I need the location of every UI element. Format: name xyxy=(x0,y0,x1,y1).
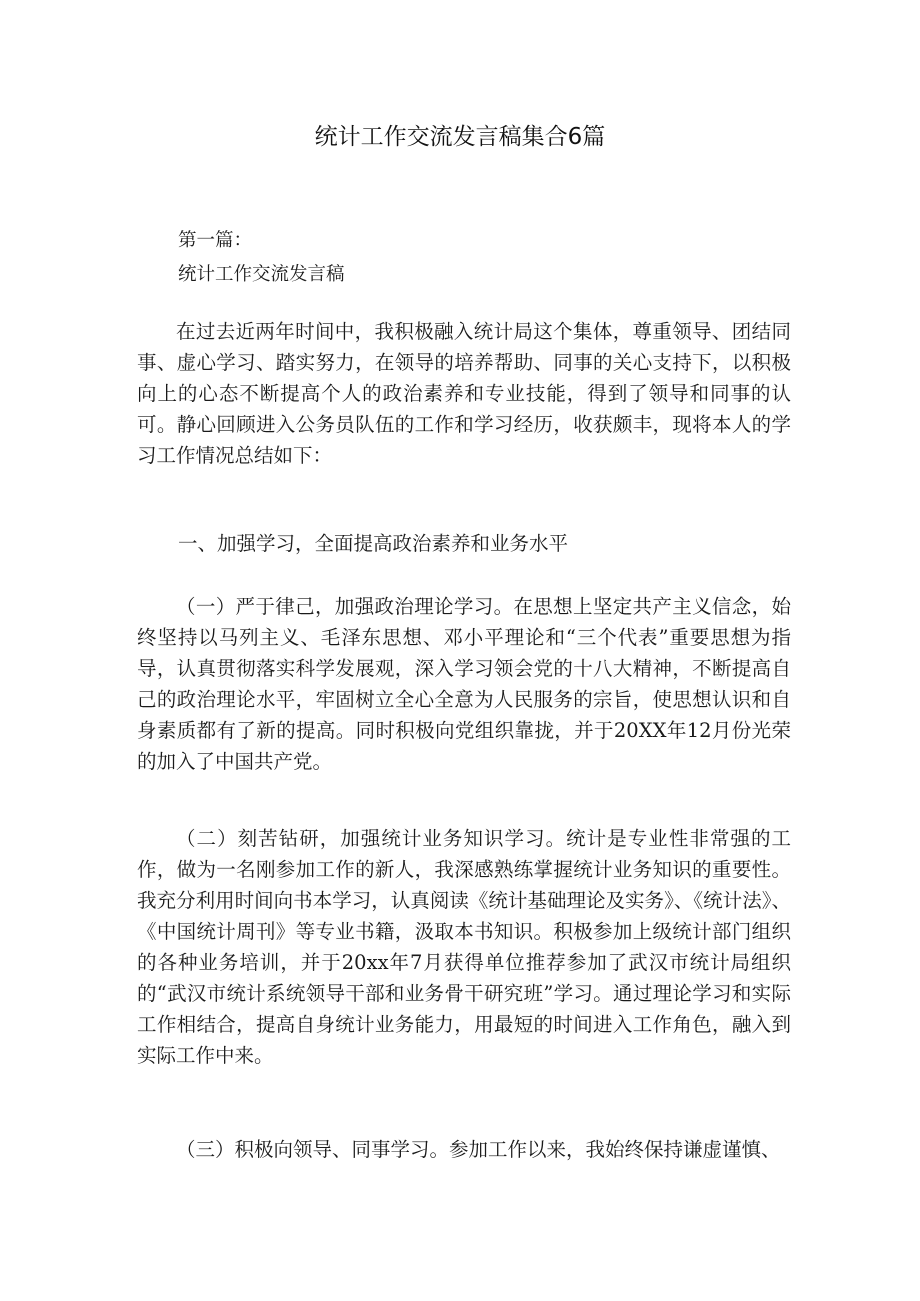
paragraph-1: （一）严于律己，加强政治理论学习。在思想上坚定共产主义信念，始终坚持以马列主义、毛泽东思想、邓小平理论和“三个代表”重要思想为指导，认真贯彻落实科学发展观，深入学习领会党的十八大精神，不断提高自己的政治理论水平，牢固树立全心全意为人民服务的宗旨，使思想认识和自身素质都有了新的提高。同时积极向党组织靠拢，并于20XX年12月份光荣的加入了中国共产党。 xyxy=(137,595,791,773)
part-label: 第一篇： xyxy=(178,230,253,251)
paragraph-3-block xyxy=(137,1134,791,1165)
paragraph-2-block xyxy=(137,823,791,1071)
intro-paragraph-block xyxy=(137,316,791,471)
intro-paragraph: 在过去近两年时间中，我积极融入统计局这个集体，尊重领导、团结同事、虚心学习、踏实努力，在领导的培养帮助、同事的关心支持下，以积极向上的心态不断提高个人的政治素养和专业技能，得到了领导和同事的认可。静心回顾进入公务员队伍的工作和学习经历，收获颇丰，现将本人的学习工作情况总结如下： xyxy=(137,320,791,467)
part-subtitle: 统计工作交流发言稿 xyxy=(178,264,345,285)
document-title: 统计工作交流发言稿集合6篇 xyxy=(314,124,606,150)
section-heading: 一、加强学习，全面提高政治素养和业务水平 xyxy=(178,532,569,555)
paragraph-2: （二）刻苦钻研，加强统计业务知识学习。统计是专业性非常强的工作，做为一名刚参加工作的新人，我深感熟练掌握统计业务知识的重要性。我充分利用时间向书本学习，认真阅读《统计基础理论及实务》、《统计法》、《中国统计周刊》等专业书籍，汲取本书知识。积极参加上级统计部门组织的各种业务培训，并于20xx年7月获得单位推荐参加了武汉市统计局组织的“武汉市统计系统领导干部和业务骨干研究班”学习。通过理论学习和实际工作相结合，提高自身统计业务能力，用最短的时间进入工作角色，融入到实际工作中来。 xyxy=(137,827,791,1067)
paragraph-1-block xyxy=(137,591,791,777)
paragraph-3: （三）积极向领导、同事学习。参加工作以来，我始终保持谦虚谨慎、 xyxy=(176,1138,781,1161)
